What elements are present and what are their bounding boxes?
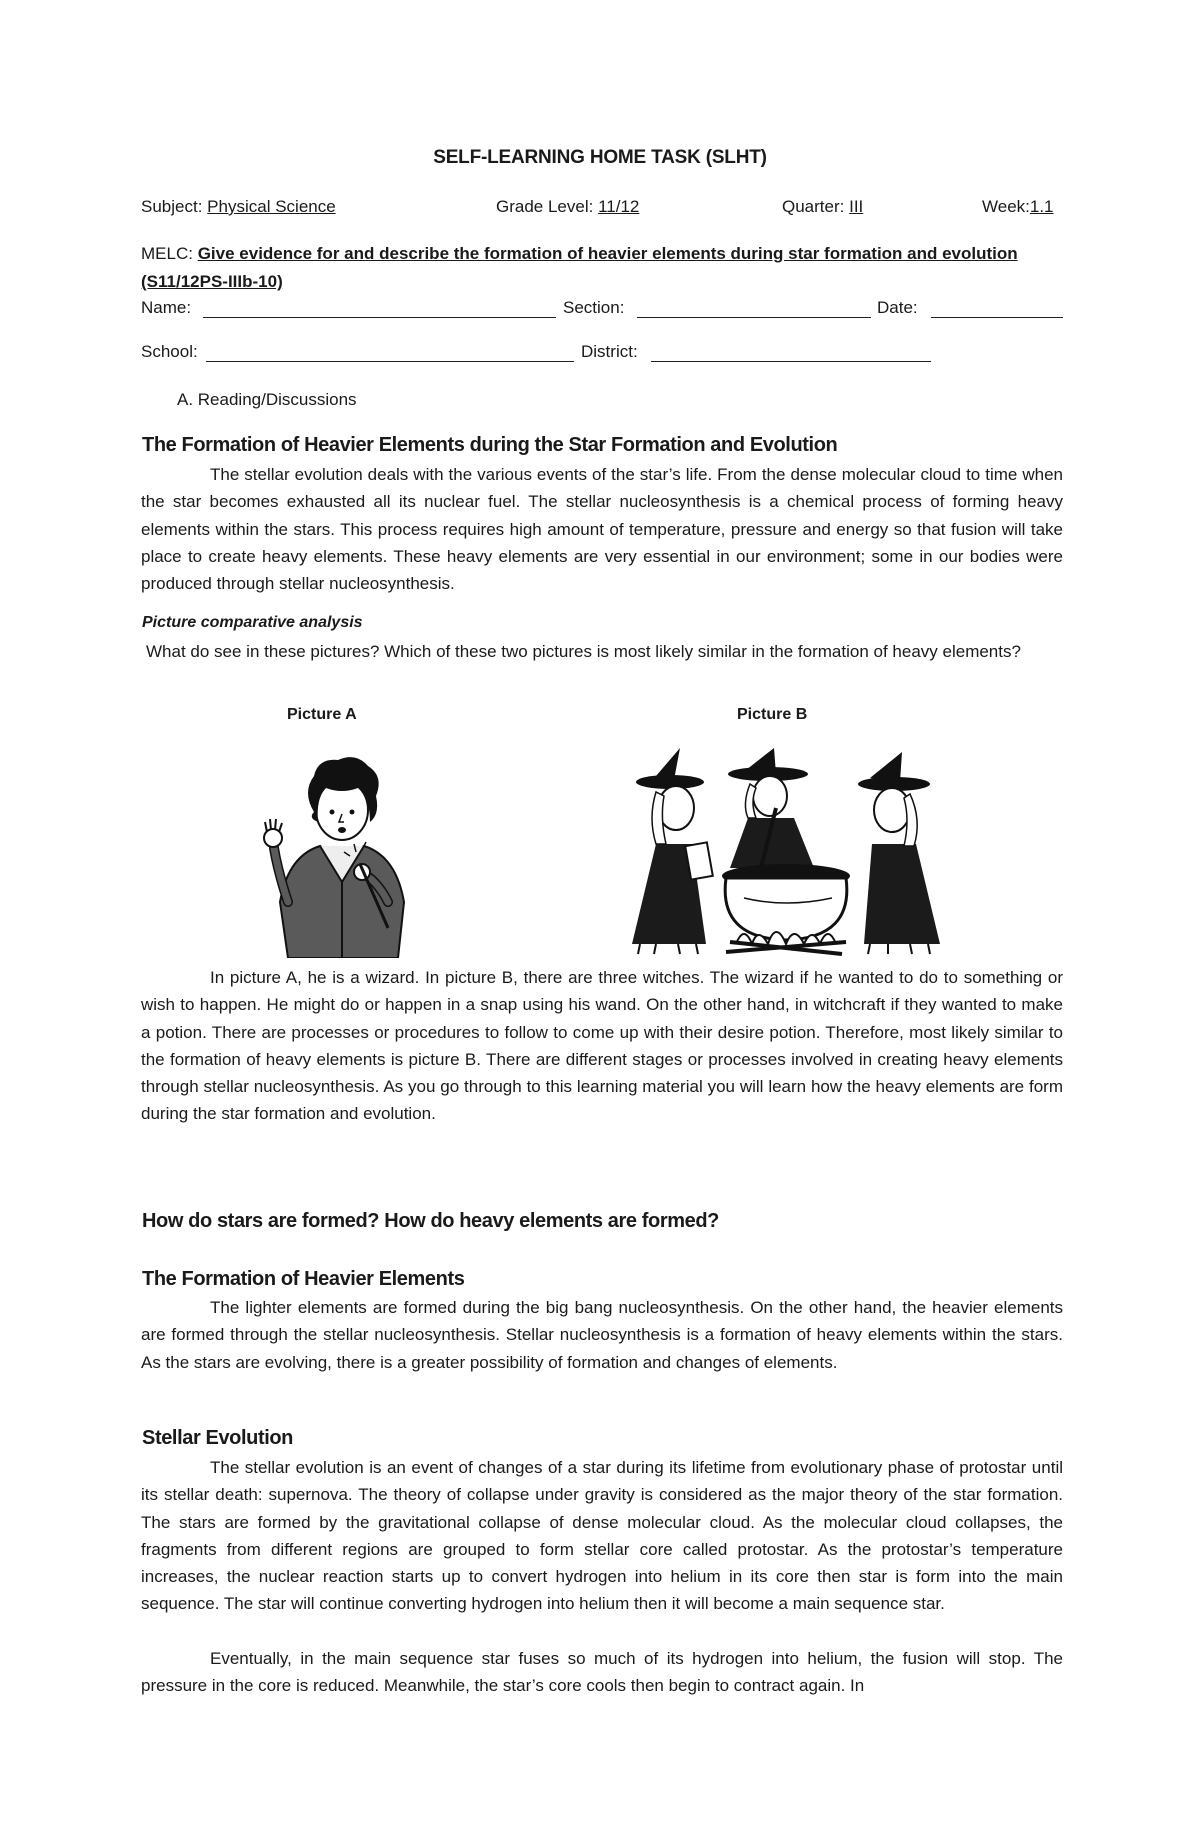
picture-analysis-question: What do see in these pictures? Which of these two pictures is most likely similar in the formation of heavy elements? — [146, 642, 1021, 661]
heading-stellar-evolution: Stellar Evolution — [142, 1427, 294, 1449]
section-a-heading: A. Reading/Discussions — [177, 390, 357, 409]
district-label: District: — [581, 342, 638, 361]
witches-cauldron-illustration — [626, 748, 944, 958]
subject-value: Physical Science — [207, 197, 336, 216]
date-blank[interactable] — [931, 317, 1063, 318]
week-field — [982, 197, 1054, 217]
task-info-row — [141, 197, 1063, 221]
intro-paragraph: The stellar evolution deals with the various events of the star’s life. From the dense molecular cloud to time when the star becomes exhausted all its nuclear fuel. The stellar nucleosynthesis is a chemical process of forming heavy elements within the stars. This process requires high amount of temperature, pressure and energy so that fusion will take place to create heavy elements. These heavy elements are very essential in our environment; some in our bodies were produced through stellar nucleosynthesis. — [141, 465, 1063, 594]
week-label: Week: — [982, 197, 1030, 216]
name-blank[interactable] — [203, 317, 556, 318]
grade-field — [496, 197, 639, 217]
name-label: Name: — [141, 298, 192, 317]
picture-a-label: Picture A — [287, 706, 357, 723]
heading-questions: How do stars are formed? How do heavy elements are formed? — [142, 1210, 719, 1232]
district-blank[interactable] — [651, 361, 931, 362]
school-blank[interactable] — [206, 361, 574, 362]
melc-statement — [141, 240, 1061, 296]
grade-label: Grade Level: — [496, 197, 594, 216]
school-info-row — [141, 342, 1063, 366]
section-label: Section: — [563, 298, 625, 317]
picture-analysis-title: Picture comparative analysis — [142, 614, 363, 631]
school-label: School: — [141, 342, 198, 361]
date-label: Date: — [877, 298, 918, 317]
picture-b-label: Picture B — [737, 706, 808, 723]
section-blank[interactable] — [637, 317, 871, 318]
quarter-label: Quarter: — [782, 197, 845, 216]
melc-label: MELC: — [141, 244, 193, 263]
melc-text: Give evidence for and describe the formation of heavier elements during star formation and evolution (S11/12PS-IIIb-10) — [141, 244, 1018, 291]
stellar-evolution-paragraph-2: Eventually, in the main sequence star fuses so much of its hydrogen into helium, the fusion will stop. The pressure in the core is reduced. Meanwhile, the star’s core cools then begin to contract again. In — [141, 1649, 1063, 1696]
heading-heavier-elements: The Formation of Heavier Elements — [142, 1268, 465, 1290]
quarter-field — [782, 197, 863, 217]
heavier-elements-paragraph: The lighter elements are formed during the big bang nucleosynthesis. On the other hand, the heavier elements are formed through the stellar nucleosynthesis. Stellar nucleosynthesis is a formation of heavy elements within the stars. As the stars are evolving, there is a greater possibility of formation and changes of elements. — [141, 1298, 1063, 1372]
document-title: SELF-LEARNING HOME TASK (SLHT) — [433, 147, 767, 168]
wizard-illustration — [258, 752, 426, 958]
subject-label: Subject: — [141, 197, 203, 216]
stellar-evolution-paragraph-1: The stellar evolution is an event of changes of a star during its lifetime from evolutionary phase of protostar until its stellar death: supernova. The theory of collapse under gravity is considered as the major theory of the star formation. The stars are formed by the gravitational collapse of dense molecular cloud. As the molecular cloud collapses, the fragments from different regions are grouped to form stellar core called protostar. As the protostar’s temperature increases, the nuclear reaction starts up to convert hydrogen into helium in its core then star is form into the main sequence. The star will continue converting hydrogen into helium then it will become a main sequence star. — [141, 1458, 1063, 1614]
subject-field — [141, 197, 336, 217]
week-value: 1.1 — [1029, 197, 1054, 216]
quarter-value: III — [849, 197, 864, 216]
picture-analysis-paragraph: In picture A, he is a wizard. In picture B, there are three witches. The wizard if he wanted to do to something or wish to happen. He might do or happen in a snap using his wand. On the other hand, in witchcraft if they wanted to make a potion. There are processes or procedures to follow to come up with their desire potion. Therefore, most likely similar to the formation of heavy elements is picture B. There are different stages or processes involved in creating heavy elements through stellar nucleosynthesis. As you go through to this learning material you will learn how the heavy elements are form during the star formation and evolution. — [141, 968, 1063, 1124]
student-info-row — [141, 298, 1063, 322]
heading-formation-star: The Formation of Heavier Elements during the Star Formation and Evolution — [142, 434, 838, 456]
grade-value: 11/12 — [598, 197, 640, 216]
